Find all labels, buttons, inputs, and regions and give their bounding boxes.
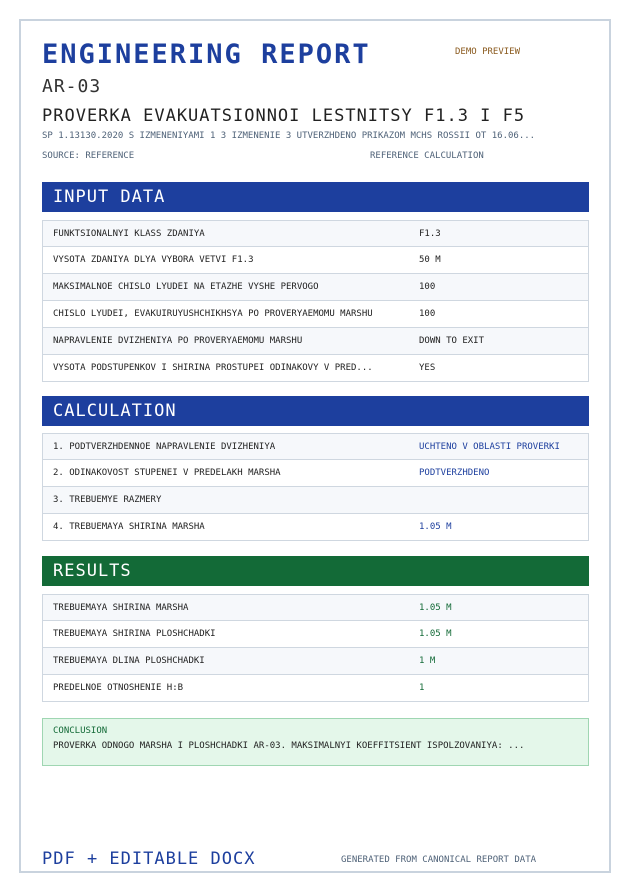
table-row xyxy=(42,675,589,702)
calculation-heading: CALCULATION xyxy=(42,396,589,426)
table-row xyxy=(42,274,589,301)
row-value: YES xyxy=(419,363,436,373)
row-label: PREDELNOE OTNOSHENIE H:B xyxy=(53,683,184,693)
table-row xyxy=(42,594,589,621)
demo-badge: DEMO PREVIEW xyxy=(455,47,521,57)
row-label: FUNKTSIONALNYI KLASS ZDANIYA xyxy=(53,228,205,239)
export-formats: PDF + EDITABLE DOCX xyxy=(42,849,256,869)
row-value: 1.05 M xyxy=(419,629,452,639)
table-row xyxy=(42,433,589,460)
report-code: AR-03 xyxy=(42,76,102,97)
table-row xyxy=(42,355,589,382)
row-label: MAKSIMALNOE CHISLO LYUDEI NA ETAZHE VYSHE PERVOGO xyxy=(53,282,319,292)
row-value: DOWN TO EXIT xyxy=(419,336,485,346)
row-value: 1 xyxy=(419,683,425,693)
row-value: 100 xyxy=(419,309,436,319)
calculation-type: REFERENCE CALCULATION xyxy=(370,151,484,161)
row-label: CHISLO LYUDEI, EVAKUIRUYUSHCHIKHSYA PO PROVERYAEMOMU MARSHU xyxy=(53,309,373,319)
report-title: ENGINEERING REPORT xyxy=(42,39,371,70)
row-label: TREBUEMAYA SHIRINA PLOSHCHADKI xyxy=(53,629,216,639)
table-row xyxy=(42,328,589,355)
table-row xyxy=(42,220,589,247)
row-value: 1 M xyxy=(419,656,436,666)
row-label: VYSOTA PODSTUPENKOV I SHIRINA PROSTUPEI ODINAKOVY V PRED... xyxy=(53,363,373,373)
norm-reference: SP 1.13130.2020 S IZMENENIYAMI 1 3 IZMENENIE 3 UTVERZHDENO PRIKAZOM MCHS ROSSII OT 16.06... xyxy=(42,131,536,141)
table-row xyxy=(42,648,589,675)
source-label: SOURCE: REFERENCE xyxy=(42,151,135,161)
input-data-heading: INPUT DATA xyxy=(42,182,589,212)
table-row xyxy=(42,514,589,541)
row-value: 50 M xyxy=(419,255,441,265)
table-row xyxy=(42,460,589,487)
results-table xyxy=(42,594,589,702)
report-subtitle: PROVERKA EVAKUATSIONNOI LESTNITSY F1.3 I F5 xyxy=(42,106,526,126)
row-label: 4. TREBUEMAYA SHIRINA MARSHA xyxy=(53,522,205,532)
table-row xyxy=(42,301,589,328)
row-value: F1.3 xyxy=(419,228,441,239)
row-label: 2. ODINAKOVOST STUPENEI V PREDELAKH MARSHA xyxy=(53,468,281,478)
row-label: 1. PODTVERZHDENNOE NAPRAVLENIE DVIZHENIYA xyxy=(53,441,276,452)
row-value: 100 xyxy=(419,282,436,292)
table-row xyxy=(42,247,589,274)
calculation-table xyxy=(42,433,589,541)
row-label: TREBUEMAYA DLINA PLOSHCHADKI xyxy=(53,656,205,666)
row-value: 1.05 M xyxy=(419,602,452,613)
table-row xyxy=(42,487,589,514)
conclusion-text: PROVERKA ODNOGO MARSHA I PLOSHCHADKI AR-03. MAKSIMALNYI KOEFFITSIENT ISPOLZOVANIYA: ... xyxy=(53,741,525,751)
results-heading: RESULTS xyxy=(42,556,589,586)
row-label: 3. TREBUEMYE RAZMERY xyxy=(53,495,162,505)
report-page xyxy=(19,19,611,873)
row-value: UCHTENO V OBLASTI PROVERKI xyxy=(419,441,560,452)
input-data-table xyxy=(42,220,589,382)
conclusion-label: CONCLUSION xyxy=(53,726,108,736)
row-label: TREBUEMAYA SHIRINA MARSHA xyxy=(53,602,189,613)
row-label: NAPRAVLENIE DVIZHENIYA PO PROVERYAEMOMU MARSHU xyxy=(53,336,303,346)
row-value: 1.05 M xyxy=(419,522,452,532)
row-value: PODTVERZHDENO xyxy=(419,468,490,478)
row-label: VYSOTA ZDANIYA DLYA VYBORA VETVI F1.3 xyxy=(53,255,254,265)
conclusion-box xyxy=(42,718,589,766)
footer-note: GENERATED FROM CANONICAL REPORT DATA xyxy=(341,855,537,865)
table-row xyxy=(42,621,589,648)
